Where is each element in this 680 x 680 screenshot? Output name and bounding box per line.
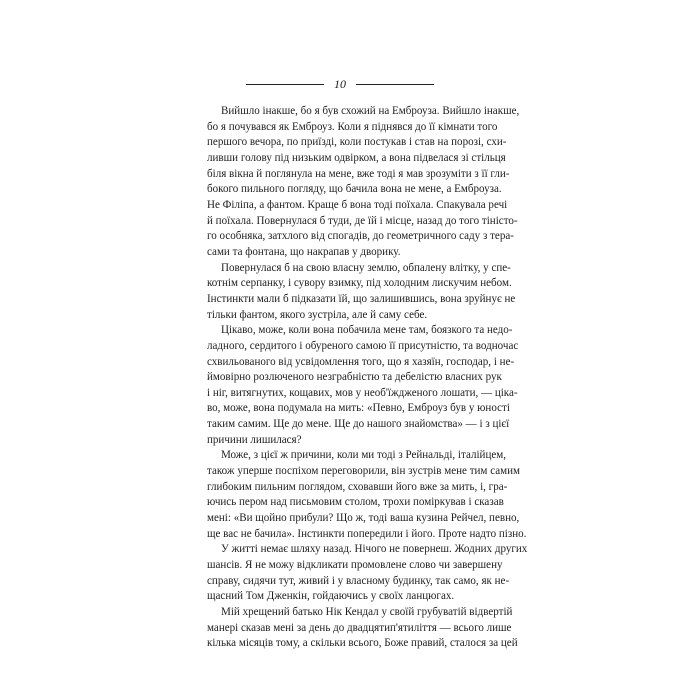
text-line: Повернулася б на свою власну землю, обпалену влітку, у спе- xyxy=(221,261,511,274)
text-line: справу, сидячи тут, живий і у власному будинку, так само, як не- xyxy=(207,574,510,587)
text-line: і ніг, витягнутих, кощавих, мов у необ'їждженого лошати, — ціка- xyxy=(207,386,518,399)
text-line: Мій хрещений батько Нік Кендал у своїй грубуватій відвертій xyxy=(221,606,513,618)
text-line: схвильованого від усвідомлення того, що я хазяїн, господар, і не- xyxy=(207,355,515,368)
paragraph xyxy=(207,261,516,324)
paragraph xyxy=(207,605,518,652)
text-line: манері сказав мені за день до двадцятип'ятиліття — всього лише xyxy=(207,621,512,634)
header-rule-right xyxy=(356,84,434,85)
page-header xyxy=(0,74,680,94)
text-line: го особняка, затхлого від спогадів, до геометричного саду з тера- xyxy=(207,230,514,243)
text-line: сами та фонтана, що накрапав у дворику. xyxy=(207,245,401,258)
text-line: мені: «Ви щойно прибули? Що ж, тоді ваша кузина Рейчел, певно, xyxy=(207,512,520,525)
text-line: причини лишилася? xyxy=(207,433,302,446)
text-line: Вийшло інакше, бо я був схожий на Емброуза. Вийшло інакше, xyxy=(221,105,520,117)
text-line: во, може, вона подумала на мить: «Певно, Емброуз був у юності xyxy=(207,402,510,415)
text-line: й поїхала. Повернулася б туди, де їй і місце, назад до того тіністо- xyxy=(207,214,518,227)
text-line: У житті немає шляху назад. Нічого не повернеш. Жодних других xyxy=(221,543,528,556)
text-line: шансів. Я не можу відкликати промовлене слово чи завершену xyxy=(207,559,503,572)
header-rule-left xyxy=(246,84,324,85)
text-line: ючись пером над письмовим столом, трохи поміркував і сказав xyxy=(207,496,504,509)
text-line: також уперше поспіхом переговорили, він зустрів мене тим самим xyxy=(207,465,521,478)
text-line: котнім серпанку, і сувору взимку, під холодним лискучим небом. xyxy=(207,277,512,290)
body-text xyxy=(207,104,528,652)
page-number: 10 xyxy=(334,77,346,91)
text-line: таким самим. Ще до мене. Ще до нашого знайомства» — і з цієї xyxy=(207,418,510,431)
text-line: Може, з цієї ж причини, коли ми тоді з Рейнальді, італійцем, xyxy=(221,449,507,462)
text-line: тільки фантом, якого зустріла, але й саму себе. xyxy=(207,308,428,321)
text-line: біля вікна й поглянула на мене, вже тоді я мав зрозуміти з її гли- xyxy=(207,167,510,180)
text-line: глибоким пильним поглядом, сховавши його вже за мить, і, гра- xyxy=(207,480,508,493)
text-line: ладного, сердитого і обуреного самою її присутністю, та водночас xyxy=(207,339,519,352)
text-line: ливши голову під низьким одвірком, а вона підвелася зі стільця xyxy=(207,151,506,164)
text-line: бо я почувався як Емброуз. Коли я піднявся до її кімнати того xyxy=(207,120,498,133)
text-line: ще вас не бачила». Інстинкти попередили і його. Проте надто пізно. xyxy=(207,527,527,540)
paragraph xyxy=(207,448,527,542)
text-line: Не Філіпа, а фантом. Краще б вона тоді поїхала. Спакувала речі xyxy=(207,198,508,211)
text-line: Інстинкти мали б підказати їй, що залишившись, вона зруйнує не xyxy=(207,292,516,305)
text-line: Цікаво, може, коли вона побачила мене там, боязкого та недо- xyxy=(221,324,513,337)
text-line: щасний Том Дженкін, гойдаючись у своїх ланцюгах. xyxy=(207,590,455,603)
text-line: першого вечора, по приїзді, коли постукав і став на порозі, схи- xyxy=(207,136,507,149)
paragraph xyxy=(207,104,520,261)
text-line: кілька місяців тому, а скільки всього, Боже правий, сталося за цей xyxy=(207,637,518,650)
paragraph xyxy=(207,323,519,448)
text-line: ймовірно розлюченого незграбністю та дебелістю власних рук xyxy=(207,371,502,384)
paragraph xyxy=(207,542,528,605)
text-line: бокого пильного погляду, що бачила вона не мене, а Емброуза. xyxy=(207,183,502,196)
